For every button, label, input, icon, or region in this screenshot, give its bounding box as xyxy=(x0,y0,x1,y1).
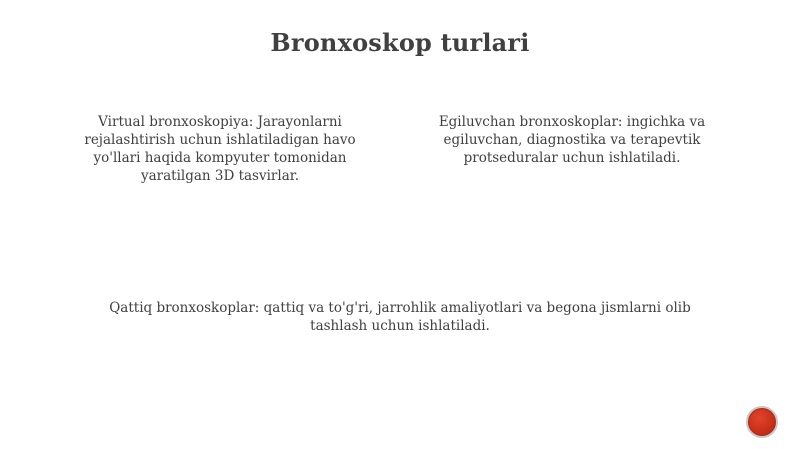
slide-nav-button[interactable] xyxy=(746,406,778,438)
text-virtual-bronchoscopy: Virtual bronxoskopiya: Jarayonlarni rejalashtirish uchun ishlatiladigan havo yo'llari haqida kompyuter tomonidan yaratilgan 3D tasvirlar. xyxy=(84,114,356,184)
slide-title: Bronxoskop turlari xyxy=(270,28,530,57)
text-rigid-bronchoscopes: Qattiq bronxoskoplar: qattiq va to'g'ri, jarrohlik amaliyotlari va begona jismlarni olib tashlash uchun ishlatiladi. xyxy=(109,300,691,334)
text-flexible-bronchoscopes: Egiluvchan bronxoskoplar: ingichka va egiluvchan, diagnostika va terapevtik protseduralar uchun ishlatiladi. xyxy=(438,114,706,166)
